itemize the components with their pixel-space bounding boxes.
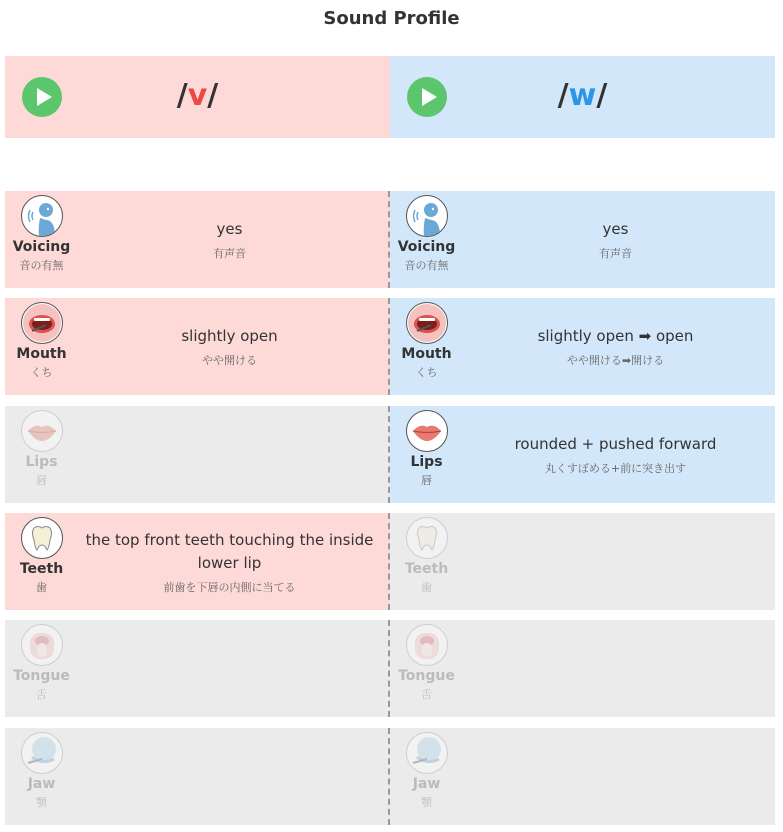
feature-name: Teeth: [404, 561, 449, 577]
profile-row-lips: [5, 406, 775, 503]
feature-name-jp: 顎: [421, 796, 432, 809]
mouth-indicator: [5, 302, 78, 380]
feature-description: [83, 513, 376, 610]
tooth-icon: [21, 517, 63, 559]
teeth-v-cell: [5, 513, 390, 610]
jaw-v-cell: [5, 728, 390, 825]
teeth-indicator: [5, 517, 78, 595]
feature-description: [468, 406, 763, 503]
tongue-w-cell: [390, 620, 775, 717]
jaw-indicator: [390, 732, 463, 810]
feature-name-jp: 歯: [36, 581, 47, 594]
mouth-icon: [406, 302, 448, 344]
phoneme-w-label: /w/: [557, 78, 608, 113]
jaw-w-cell: [390, 728, 775, 825]
description-en: yes: [216, 220, 243, 238]
description-jp: 有声音: [599, 247, 632, 260]
tongue-indicator: [5, 624, 78, 702]
feature-name: Jaw: [27, 776, 56, 792]
profile-row-tongue: [5, 620, 775, 717]
profile-row-teeth: [5, 513, 775, 610]
description-en: slightly open ➡ open: [537, 327, 694, 345]
voicing-w-cell: [390, 191, 775, 288]
feature-name: Tongue: [13, 668, 70, 684]
profile-row-jaw: [5, 728, 775, 825]
description-jp: 丸くすぼめる+前に突き出す: [544, 462, 687, 475]
feature-name: Teeth: [19, 561, 64, 577]
play-w-button[interactable]: [407, 77, 447, 117]
feature-name-jp: 音の有無: [19, 259, 64, 272]
jaw-icon: [406, 732, 448, 774]
voicing-v-cell: [5, 191, 390, 288]
feature-description: [83, 191, 376, 288]
feature-description: [468, 298, 763, 395]
tongue-icon: [406, 624, 448, 666]
feature-name: Tongue: [398, 668, 455, 684]
lips-indicator: [390, 410, 463, 488]
feature-name-jp: くち: [30, 366, 53, 379]
mouth-v-cell: [5, 298, 390, 395]
voicing-icon: [406, 195, 448, 237]
jaw-icon: [21, 732, 63, 774]
feature-name-jp: 顎: [36, 796, 47, 809]
tongue-indicator: [390, 624, 463, 702]
description-jp: やや開ける➡開ける: [566, 354, 665, 367]
tooth-icon: [406, 517, 448, 559]
phoneme-v-panel: [5, 56, 390, 138]
play-v-button[interactable]: [22, 77, 62, 117]
feature-name-jp: 唇: [421, 474, 432, 487]
description-en: the top front teeth touching the inside lower lip: [85, 530, 374, 572]
jaw-indicator: [5, 732, 78, 810]
feature-name: Lips: [410, 454, 443, 470]
profile-row-voicing: [5, 191, 775, 288]
feature-name: Voicing: [397, 239, 456, 255]
mouth-indicator: [390, 302, 463, 380]
voicing-indicator: [390, 195, 463, 273]
feature-description: [83, 298, 376, 395]
description-en: rounded + pushed forward: [514, 435, 717, 453]
phoneme-w-panel: [390, 56, 775, 138]
voicing-indicator: [5, 195, 78, 273]
feature-name: Mouth: [401, 346, 452, 362]
mouth-icon: [21, 302, 63, 344]
phoneme-header: [5, 56, 775, 138]
feature-name-jp: 唇: [36, 474, 47, 487]
teeth-indicator: [390, 517, 463, 595]
lips-icon: [406, 410, 448, 452]
mouth-w-cell: [390, 298, 775, 395]
voicing-icon: [21, 195, 63, 237]
feature-name-jp: 舌: [36, 688, 47, 701]
feature-name-jp: くち: [415, 366, 438, 379]
feature-name-jp: 音の有無: [404, 259, 449, 272]
feature-name-jp: 歯: [421, 581, 432, 594]
feature-name-jp: 舌: [421, 688, 432, 701]
page-title: Sound Profile: [323, 8, 460, 29]
feature-name: Mouth: [16, 346, 67, 362]
lips-indicator: [5, 410, 78, 488]
description-jp: 前歯を下唇の内側に当てる: [163, 580, 296, 594]
phoneme-v-label: /v/: [176, 78, 219, 113]
feature-name: Lips: [25, 454, 58, 470]
description-en: slightly open: [181, 327, 278, 345]
description-jp: やや開ける: [202, 354, 257, 367]
description-en: yes: [602, 220, 629, 238]
tongue-v-cell: [5, 620, 390, 717]
tongue-icon: [21, 624, 63, 666]
teeth-w-cell: [390, 513, 775, 610]
feature-name: Voicing: [12, 239, 71, 255]
profile-row-mouth: [5, 298, 775, 395]
description-jp: 有声音: [213, 247, 246, 260]
lips-w-cell: [390, 406, 775, 503]
feature-description: [468, 191, 763, 288]
lips-v-cell: [5, 406, 390, 503]
lips-icon: [21, 410, 63, 452]
feature-name: Jaw: [412, 776, 441, 792]
